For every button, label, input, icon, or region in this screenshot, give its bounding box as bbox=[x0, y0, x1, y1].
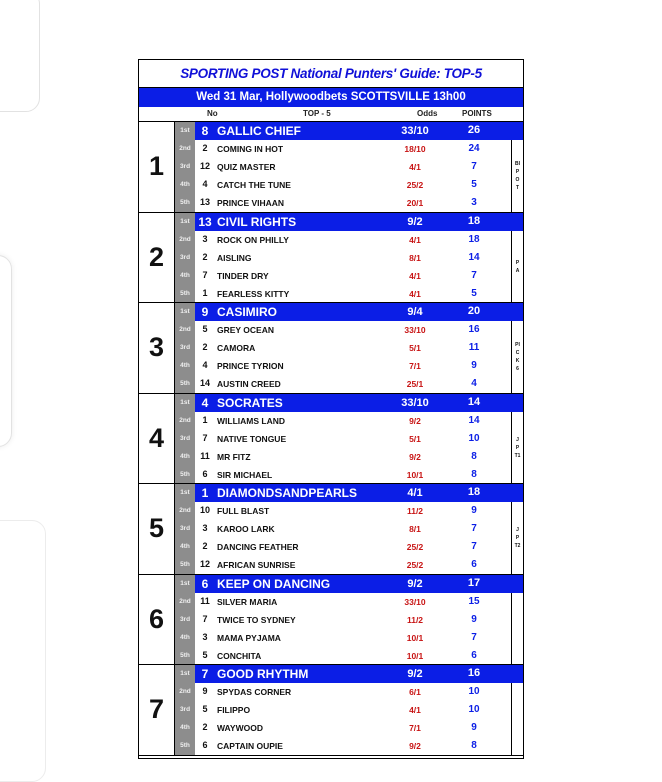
position-column bbox=[175, 122, 195, 212]
position-column bbox=[175, 394, 195, 484]
horse-row bbox=[195, 158, 511, 176]
position-label: 1st bbox=[180, 489, 190, 496]
horse-points: 10 bbox=[468, 432, 480, 444]
horse-row bbox=[195, 502, 511, 520]
horse-row bbox=[195, 719, 511, 737]
horse-row bbox=[195, 683, 511, 701]
horse-name: AISLING bbox=[217, 252, 252, 263]
horse-number: 2 bbox=[202, 722, 208, 732]
horse-points: 8 bbox=[471, 740, 477, 751]
horse-number: 7 bbox=[202, 269, 208, 280]
horse-points: 18 bbox=[467, 214, 481, 227]
position-label: 4th bbox=[180, 362, 190, 369]
punters-guide-sheet bbox=[138, 59, 524, 759]
top-row-end bbox=[511, 213, 523, 231]
horse-name: GREY OCEAN bbox=[217, 325, 274, 335]
race-block bbox=[139, 575, 523, 666]
horse-odds: 20/1 bbox=[406, 198, 424, 208]
race-block bbox=[139, 394, 523, 485]
horse-points: 11 bbox=[468, 342, 480, 353]
position-label: 3rd bbox=[179, 344, 191, 351]
horse-name: NATIVE TONGUE bbox=[217, 433, 287, 444]
position-label: 1st bbox=[180, 127, 190, 134]
race-block bbox=[139, 122, 523, 213]
horse-row bbox=[195, 339, 511, 357]
race-block bbox=[139, 213, 523, 304]
horse-points: 4 bbox=[471, 378, 477, 389]
top-pick-row bbox=[195, 213, 511, 231]
horse-odds: 8/1 bbox=[409, 524, 421, 534]
race-number: 5 bbox=[139, 484, 175, 574]
horse-odds: 9/2 bbox=[409, 451, 421, 462]
horse-name: QUIZ MASTER bbox=[217, 162, 276, 172]
horse-odds: 7/1 bbox=[409, 361, 421, 371]
race-number: 2 bbox=[139, 213, 175, 303]
horse-number: 7 bbox=[202, 432, 208, 443]
horse-name: WILLIAMS LAND bbox=[217, 415, 285, 426]
position-label: 1st bbox=[180, 670, 190, 677]
tipster-text: BIPOT bbox=[515, 161, 520, 191]
position-label: 5th bbox=[180, 470, 190, 478]
horse-points: 9 bbox=[471, 722, 477, 733]
horse-points: 18 bbox=[467, 486, 481, 498]
position-label: 3rd bbox=[179, 706, 191, 713]
horse-number: 3 bbox=[202, 523, 208, 533]
position-label: 3rd bbox=[179, 253, 191, 261]
horse-points: 7 bbox=[471, 631, 477, 643]
horse-number: 4 bbox=[202, 360, 208, 370]
tipster-text: PA bbox=[515, 259, 520, 274]
horse-number: 2 bbox=[202, 541, 208, 551]
position-column bbox=[175, 484, 195, 574]
race-block bbox=[139, 665, 523, 756]
horse-name: FULL BLAST bbox=[217, 506, 270, 516]
horse-row bbox=[195, 520, 511, 538]
horse-odds: 33/10 bbox=[404, 596, 426, 607]
horse-number: 2 bbox=[202, 251, 208, 262]
horse-points: 26 bbox=[467, 124, 481, 136]
top-row-end bbox=[511, 665, 523, 683]
horse-name: ROCK ON PHILLY bbox=[217, 234, 289, 245]
horse-row bbox=[195, 448, 511, 466]
horse-odds: 8/1 bbox=[409, 252, 421, 263]
position-label: 5th bbox=[180, 742, 190, 749]
horse-odds: 4/1 bbox=[409, 288, 421, 299]
horse-name: TWICE TO SYDNEY bbox=[217, 614, 296, 625]
tipster-label bbox=[511, 231, 523, 303]
race-number: 4 bbox=[139, 394, 175, 484]
horse-number: 5 bbox=[202, 324, 208, 334]
horse-number: 6 bbox=[202, 740, 208, 750]
position-label: 4th bbox=[180, 452, 190, 460]
horse-number: 6 bbox=[201, 576, 209, 591]
horse-points: 3 bbox=[471, 197, 477, 208]
race-number: 3 bbox=[139, 303, 175, 393]
position-label: 2nd bbox=[179, 507, 191, 514]
horse-name: SILVER MARIA bbox=[217, 596, 278, 607]
horse-number: 6 bbox=[202, 468, 208, 479]
horse-points: 10 bbox=[468, 704, 480, 715]
position-label: 2nd bbox=[179, 145, 191, 152]
horse-points: 9 bbox=[471, 505, 477, 516]
horse-number: 11 bbox=[200, 595, 210, 606]
horse-number: 7 bbox=[202, 613, 208, 624]
position-label: 1st bbox=[180, 217, 190, 225]
horse-odds: 33/10 bbox=[401, 125, 429, 137]
horse-points: 15 bbox=[468, 595, 480, 607]
position-label: 4th bbox=[180, 724, 190, 731]
horse-row bbox=[195, 176, 511, 194]
header-odds: Odds bbox=[417, 109, 438, 118]
overlay-frame-top bbox=[0, 0, 40, 112]
horse-points: 24 bbox=[468, 143, 480, 154]
horse-number: 5 bbox=[202, 649, 208, 660]
horse-name: AUSTIN CREED bbox=[217, 379, 281, 389]
horse-name: GOOD RHYTHM bbox=[217, 667, 309, 681]
horse-points: 17 bbox=[467, 576, 481, 589]
horse-name: TINDER DRY bbox=[217, 270, 269, 281]
horse-odds: 4/1 bbox=[409, 270, 421, 281]
top-row-end bbox=[511, 394, 523, 412]
overlay-frame-middle[interactable] bbox=[0, 255, 12, 447]
horse-number: 4 bbox=[201, 395, 209, 410]
position-label: 1st bbox=[180, 398, 190, 406]
position-label: 3rd bbox=[179, 525, 191, 532]
horse-number: 7 bbox=[201, 667, 209, 681]
race-block bbox=[139, 484, 523, 575]
position-label: 3rd bbox=[179, 615, 191, 623]
horse-name: PRINCE TYRION bbox=[217, 361, 284, 371]
horse-number: 9 bbox=[201, 305, 209, 319]
horse-odds: 9/2 bbox=[409, 415, 421, 426]
horse-row bbox=[195, 285, 511, 303]
horse-odds: 9/2 bbox=[407, 577, 423, 590]
horse-number: 10 bbox=[199, 505, 210, 515]
horse-number: 13 bbox=[198, 214, 212, 229]
horse-name: WAYWOOD bbox=[217, 723, 263, 733]
horse-odds: 33/10 bbox=[401, 396, 429, 409]
position-label: 2nd bbox=[179, 235, 191, 243]
race-number: 1 bbox=[139, 122, 175, 212]
horse-odds: 9/2 bbox=[407, 215, 423, 228]
horse-row bbox=[195, 466, 511, 484]
horse-name: CONCHITA bbox=[217, 650, 262, 661]
column-headers bbox=[139, 107, 523, 122]
horse-row bbox=[195, 629, 511, 647]
horse-odds: 4/1 bbox=[409, 234, 421, 245]
top-pick-row bbox=[195, 303, 511, 321]
horse-odds: 25/2 bbox=[406, 560, 424, 570]
horse-name: CASIMIRO bbox=[217, 305, 277, 319]
horse-name: DIAMONDSANDPEARLS bbox=[217, 486, 358, 500]
horse-number: 12 bbox=[199, 161, 210, 171]
horse-odds: 10/1 bbox=[406, 650, 424, 661]
position-label: 4th bbox=[180, 543, 190, 550]
horse-odds: 11/2 bbox=[406, 614, 424, 625]
horse-points: 6 bbox=[471, 649, 477, 661]
horse-row bbox=[195, 357, 511, 375]
horse-points: 8 bbox=[471, 468, 477, 480]
header-points: POINTS bbox=[462, 109, 492, 118]
horse-odds: 9/2 bbox=[407, 668, 423, 680]
horse-points: 16 bbox=[467, 667, 481, 679]
horse-number: 1 bbox=[202, 287, 208, 298]
horse-row bbox=[195, 701, 511, 719]
top-pick-row bbox=[195, 394, 511, 412]
horse-number: 2 bbox=[202, 342, 208, 352]
horse-number: 12 bbox=[199, 559, 210, 569]
horse-odds: 5/1 bbox=[409, 343, 421, 353]
position-label: 4th bbox=[180, 271, 190, 279]
header-no: No bbox=[207, 109, 218, 118]
horse-name: KAROO LARK bbox=[217, 524, 275, 534]
tipster-label bbox=[511, 683, 523, 755]
horse-points: 7 bbox=[471, 269, 477, 281]
guide-title: SPORTING POST National Punters' Guide: TOP-5 bbox=[139, 60, 523, 88]
horse-number: 1 bbox=[201, 486, 209, 500]
horse-row bbox=[195, 538, 511, 556]
horse-points: 14 bbox=[467, 395, 481, 408]
horse-name: AFRICAN SUNRISE bbox=[217, 560, 296, 570]
position-column bbox=[175, 575, 195, 665]
horse-number: 3 bbox=[202, 233, 208, 244]
horse-name: MAMA PYJAMA bbox=[217, 632, 281, 643]
horse-points: 5 bbox=[471, 287, 477, 299]
horse-name: DANCING FEATHER bbox=[217, 542, 299, 552]
horse-number: 13 bbox=[199, 197, 210, 207]
top-pick-row bbox=[195, 484, 511, 502]
position-column bbox=[175, 303, 195, 393]
top-pick-row bbox=[195, 665, 511, 683]
race-number: 6 bbox=[139, 575, 175, 665]
horse-number: 1 bbox=[202, 414, 208, 425]
horse-row bbox=[195, 231, 511, 249]
position-label: 5th bbox=[180, 380, 190, 387]
tipster-label bbox=[511, 593, 523, 665]
position-label: 1st bbox=[180, 579, 190, 587]
horse-odds: 7/1 bbox=[409, 723, 421, 733]
horse-name: CATCH THE TUNE bbox=[217, 180, 291, 190]
horse-row bbox=[195, 647, 511, 665]
horse-name: SOCRATES bbox=[217, 395, 283, 410]
horse-odds: 25/2 bbox=[406, 542, 424, 552]
position-label: 2nd bbox=[179, 688, 191, 695]
horse-row bbox=[195, 556, 511, 574]
top-row-end bbox=[511, 484, 523, 502]
position-label: 2nd bbox=[179, 597, 191, 605]
tipster-text: JPT2 bbox=[514, 527, 521, 549]
horse-name: CAPTAIN OUPIE bbox=[217, 741, 283, 751]
horse-odds: 25/1 bbox=[406, 379, 424, 389]
horse-points: 20 bbox=[467, 305, 481, 317]
position-label: 3rd bbox=[179, 163, 191, 170]
tipster-label bbox=[511, 321, 523, 393]
horse-number: 5 bbox=[202, 704, 208, 714]
horse-odds: 5/1 bbox=[409, 433, 421, 444]
horse-name: CIVIL RIGHTS bbox=[217, 214, 297, 229]
horse-odds: 10/1 bbox=[406, 632, 424, 643]
position-label: 2nd bbox=[179, 326, 191, 333]
position-label: 1st bbox=[180, 308, 190, 315]
horse-row bbox=[195, 140, 511, 158]
horse-odds: 4/1 bbox=[409, 705, 421, 715]
horse-odds: 11/2 bbox=[406, 506, 424, 516]
horse-row bbox=[195, 430, 511, 448]
horse-number: 2 bbox=[202, 143, 208, 153]
horse-points: 14 bbox=[468, 414, 480, 426]
tipster-label bbox=[511, 140, 523, 212]
position-label: 5th bbox=[180, 651, 190, 659]
horse-points: 9 bbox=[471, 360, 477, 371]
horse-points: 6 bbox=[471, 559, 477, 570]
horse-points: 7 bbox=[471, 523, 477, 534]
horse-name: PRINCE VIHAAN bbox=[217, 198, 285, 208]
horse-name: FILIPPO bbox=[217, 705, 251, 715]
horse-row bbox=[195, 321, 511, 339]
horse-odds: 6/1 bbox=[409, 687, 421, 697]
tipster-label bbox=[511, 412, 523, 484]
horse-points: 7 bbox=[471, 541, 477, 552]
horse-row bbox=[195, 249, 511, 267]
horse-number: 9 bbox=[202, 686, 208, 696]
horse-name: SIR MICHAEL bbox=[217, 469, 273, 480]
position-column bbox=[175, 665, 195, 755]
position-label: 4th bbox=[180, 181, 190, 188]
top-pick-row bbox=[195, 122, 511, 140]
tipster-text: PICK6 bbox=[515, 342, 520, 372]
horse-row bbox=[195, 267, 511, 285]
horse-name: GALLIC CHIEF bbox=[217, 124, 301, 138]
race-block bbox=[139, 303, 523, 394]
horse-odds: 4/1 bbox=[407, 487, 423, 499]
position-label: 5th bbox=[180, 289, 190, 297]
horse-points: 18 bbox=[468, 233, 480, 245]
top-row-end bbox=[511, 122, 523, 140]
horse-row bbox=[195, 375, 511, 393]
horse-number: 3 bbox=[202, 631, 208, 642]
tipster-text: JPT1 bbox=[514, 436, 521, 459]
horse-name: KEEP ON DANCING bbox=[217, 576, 331, 591]
tipster-label bbox=[511, 502, 523, 574]
horse-row bbox=[195, 593, 511, 611]
horse-points: 8 bbox=[471, 450, 477, 462]
horse-odds: 25/2 bbox=[406, 180, 424, 190]
position-label: 3rd bbox=[179, 434, 191, 442]
horse-name: FEARLESS KITTY bbox=[217, 288, 290, 299]
overlay-frame-bottom bbox=[0, 520, 46, 782]
header-top5: TOP - 5 bbox=[303, 109, 331, 118]
horse-name: SPYDAS CORNER bbox=[217, 687, 292, 697]
horse-row bbox=[195, 611, 511, 629]
horse-points: 7 bbox=[471, 161, 477, 172]
position-label: 2nd bbox=[179, 416, 191, 424]
horse-points: 16 bbox=[468, 324, 480, 335]
top-row-end bbox=[511, 303, 523, 321]
top-row-end bbox=[511, 575, 523, 593]
horse-row bbox=[195, 737, 511, 755]
horse-points: 10 bbox=[468, 686, 480, 697]
race-number: 7 bbox=[139, 665, 175, 755]
meeting-subtitle: Wed 31 Mar, Hollywoodbets SCOTTSVILLE 13h00 bbox=[139, 88, 523, 107]
horse-name: COMING IN HOT bbox=[217, 144, 284, 154]
position-label: 5th bbox=[180, 561, 190, 568]
horse-points: 14 bbox=[468, 251, 480, 263]
horse-points: 9 bbox=[471, 613, 477, 625]
horse-odds: 33/10 bbox=[404, 325, 426, 335]
top-pick-row bbox=[195, 575, 511, 593]
horse-number: 14 bbox=[199, 378, 210, 388]
horse-row bbox=[195, 412, 511, 430]
position-label: 4th bbox=[180, 633, 190, 641]
position-column bbox=[175, 213, 195, 303]
horse-odds: 9/4 bbox=[407, 306, 423, 318]
horse-odds: 4/1 bbox=[409, 162, 421, 172]
horse-odds: 18/10 bbox=[404, 144, 426, 154]
position-label: 5th bbox=[180, 199, 190, 206]
horse-row bbox=[195, 194, 511, 212]
horse-points: 5 bbox=[471, 179, 477, 190]
horse-number: 8 bbox=[201, 124, 209, 138]
horse-odds: 10/1 bbox=[406, 469, 424, 480]
horse-number: 4 bbox=[202, 179, 208, 189]
horse-number: 11 bbox=[200, 450, 210, 461]
horse-name: CAMORA bbox=[217, 343, 256, 353]
horse-name: MR FITZ bbox=[217, 451, 251, 462]
horse-odds: 9/2 bbox=[409, 741, 421, 751]
